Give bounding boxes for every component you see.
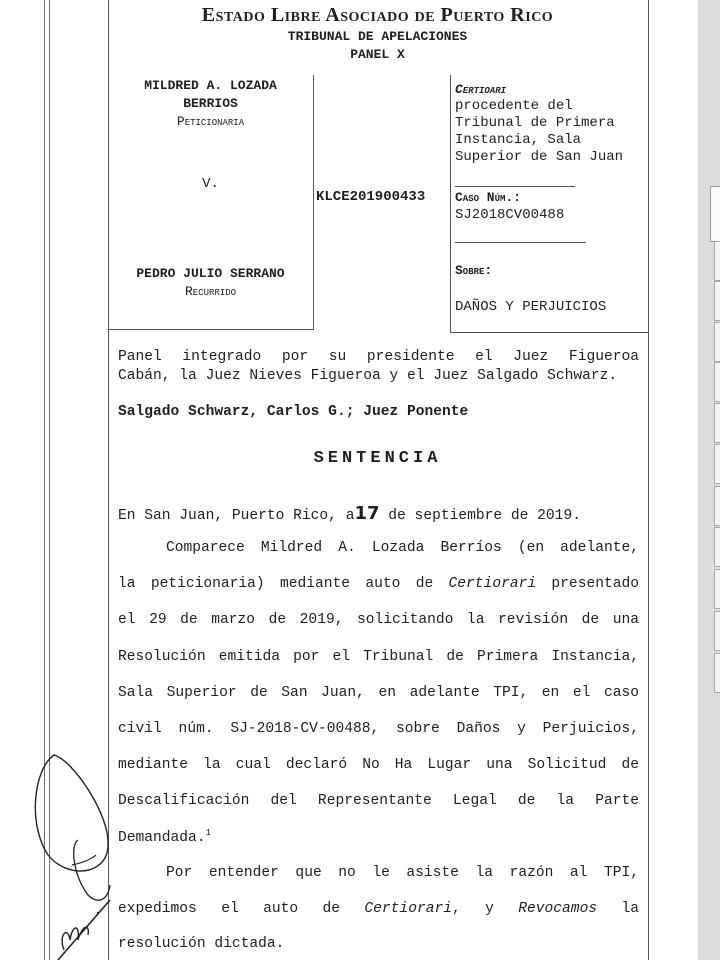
date-line xyxy=(118,503,639,524)
body-line: expedimos el auto de Certiorari, y Revocamos la xyxy=(118,901,639,917)
handwritten-day: 17 xyxy=(354,503,380,524)
page-thumbnail[interactable] xyxy=(714,653,720,693)
body-line: Resolución emitida por el Tribunal de Primera Instancia, xyxy=(118,649,639,665)
page-thumbnail[interactable] xyxy=(714,486,720,526)
divider-rule xyxy=(455,186,575,187)
page-thumbnail[interactable] xyxy=(714,444,720,484)
body-line: la peticionaria) mediante auto de Certiorari presentado xyxy=(118,576,639,592)
body-line: Por entender que no le asiste la razón al TPI, xyxy=(166,865,639,881)
subject-label: Sobre: xyxy=(455,263,493,278)
respondent-block xyxy=(108,265,313,301)
page-thumbnail[interactable] xyxy=(714,527,720,567)
page-thumbnail[interactable] xyxy=(714,362,720,402)
page-thumbnail-panel[interactable] xyxy=(698,0,720,960)
court-heading: TRIBUNAL DE APELACIONES xyxy=(287,29,468,44)
remedy-label: Certioari xyxy=(455,82,507,97)
petitioner-name-line2: BERRIOS xyxy=(183,96,238,111)
body-line: mediante la cual declaró No Ha Lugar una Solicitud de xyxy=(118,757,639,773)
body-line: Sala Superior de San Juan, en adelante TPI, en el caso xyxy=(118,685,639,701)
petitioner-block xyxy=(108,77,313,131)
emphasis-revocamos: Revocamos xyxy=(518,901,598,917)
body-line: civil núm. SJ-2018-CV-00488, sobre Daños y Perjuicios, xyxy=(118,721,639,737)
emphasis-certiorari: Certiorari xyxy=(448,576,537,592)
page-thumbnail[interactable] xyxy=(714,569,720,609)
handwritten-signature xyxy=(28,745,128,960)
footnote-ref[interactable]: 1 xyxy=(205,828,211,838)
divider-rule xyxy=(455,242,586,243)
origin-line-2: Tribunal de Primera xyxy=(455,115,615,131)
body-line: el 29 de marzo de 2019, solicitando la revisión de una xyxy=(118,612,639,628)
respondent-role: Recurrido xyxy=(184,284,236,299)
lower-case-number: SJ2018CV00488 xyxy=(455,207,565,223)
page-thumbnail[interactable] xyxy=(714,611,720,651)
document-header xyxy=(108,0,647,64)
page-thumbnail[interactable] xyxy=(714,281,720,321)
body-line: Descalificación del Representante Legal de la Parte xyxy=(118,793,639,809)
lower-case-label: Caso Núm.: xyxy=(455,190,522,205)
emphasis-certiorari: Certiorari xyxy=(364,901,452,917)
respondent-name: PEDRO JULIO SERRANO xyxy=(136,266,285,281)
petitioner-name-line1: MILDRED A. LOZADA xyxy=(144,78,277,93)
date-suffix: de septiembre de 2019. xyxy=(379,508,581,524)
page-thumbnail[interactable] xyxy=(714,322,720,362)
origin-line-1: procedente del xyxy=(455,98,573,114)
document-title: SENTENCIA xyxy=(313,449,442,468)
body-line: resolución dictada. xyxy=(118,936,285,952)
panel-composition-line1: Panel integrado por su presidente el Juez Figueroa xyxy=(118,349,639,365)
judge-ponente: Salgado Schwarz, Carlos G.; Juez Ponente xyxy=(118,404,469,420)
page-thumbnail[interactable] xyxy=(714,241,720,281)
jurisdiction-heading: Estado Libre Asociado de Puerto Rico xyxy=(201,4,554,26)
subject-value: DAÑOS Y PERJUICIOS xyxy=(455,299,607,315)
case-number: KLCE201900433 xyxy=(316,189,426,205)
panel-heading: PANEL X xyxy=(350,47,405,62)
page-thumbnail-active[interactable] xyxy=(710,186,720,242)
caption-details-box xyxy=(450,75,648,333)
body-line: Demandada.$^1$ xyxy=(118,828,211,846)
petitioner-role: Peticionaria xyxy=(176,114,245,129)
date-prefix: En San Juan, Puerto Rico, a xyxy=(118,508,355,524)
body-line: Comparece Mildred A. Lozada Berríos (en adelante, xyxy=(166,540,639,556)
origin-line-3: Instancia, Sala xyxy=(455,132,582,148)
page-thumbnail[interactable] xyxy=(714,403,720,443)
caption-parties-box xyxy=(108,75,314,330)
panel-composition-line2: Cabán, la Juez Nieves Figueroa y el Juez Salgado Schwarz. xyxy=(118,368,618,384)
origin-line-4: Superior de San Juan xyxy=(455,149,624,165)
versus-label: V. xyxy=(202,176,219,192)
